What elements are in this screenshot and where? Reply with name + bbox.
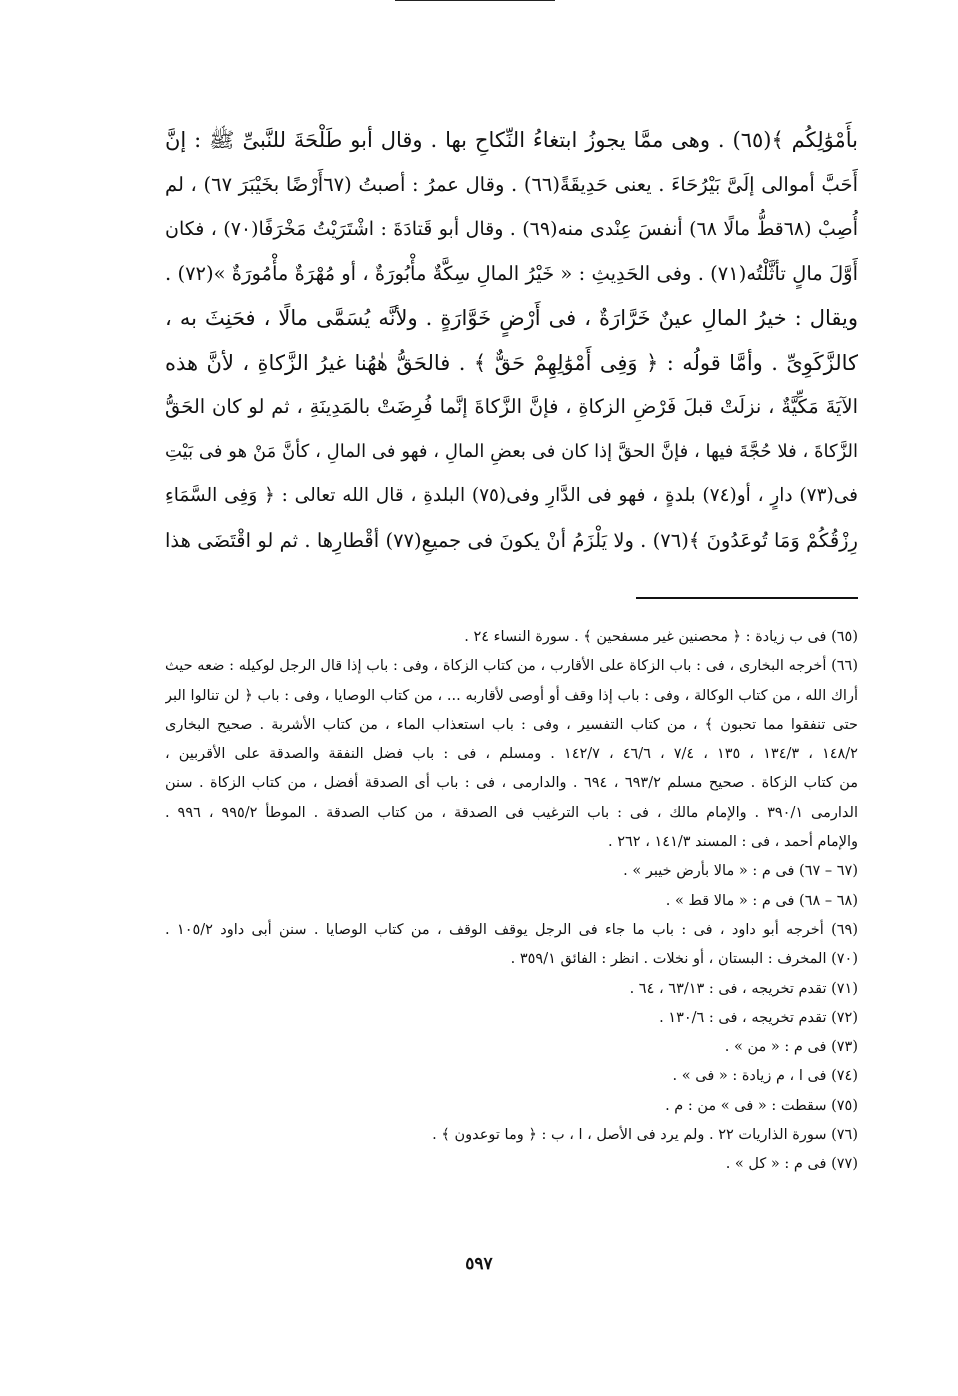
- top-rule: [395, 0, 555, 1]
- body-line: الزَّكاةَ ، فلا حُجَّةَ فيها ، فإنَّ الحقَّ إذا كان فى بعضِ المالِ ، فهو فى المالِ ، كأنَّ مَنْ هو فى بَيْتِ: [165, 440, 858, 462]
- body-line: ويقال : خيرُ المالِ عينٌ خَرَّارَةٌ ، فى أَرْضٍ خَوَّارَةٍ . ولأنَّه يُسَمَّى مالًا ، فحَنِثَ به ،: [165, 306, 858, 330]
- body-line: الآيَةَ مَكِّيَّةٌ ، نزلَتْ قبلَ فَرْضِ الزكاةِ ، فإنَّ الزَّكاةَ إنَّما فُرِضَتْ بالمَدِينَةِ ، ثم لو كان الحَقُّ: [165, 395, 858, 418]
- footnote-divider: [636, 597, 858, 599]
- footnote-line: (٧٥) سقطت : « فى » من : م .: [665, 1097, 858, 1114]
- footnote-line: أراك الله ، من كتاب الوكالة ، وفى : باب إذا وقف أو أوصى لأقاربه ... ، من كتاب الوصايا ، وفى : باب ﴿ لن تنالوا البر: [165, 687, 858, 704]
- footnote-line: (٧٦) سورة الذاريات ٢٢ . ولم يرد فى الأصل ، ا ، ب : ﴿ وما توعدون ﴾ .: [432, 1127, 858, 1144]
- page-number: ٥٩٧: [465, 1254, 493, 1274]
- footnote-line: (٧٧) فى م : « كل » .: [725, 1156, 858, 1173]
- footnote-line: من كتاب الزكاة . صحيح مسلم ٦٩٣/٢ ، ٦٩٤ . والدارمى ، فى : باب أى الصدقة أفضل ، من كتاب الزكاة . سنن: [165, 775, 858, 792]
- footnote-line: (٧٤) فى ا ، م زيادة : « فى » .: [672, 1068, 858, 1085]
- footnote-line: (٦٧ – ٦٧) فى م : « مالا بأرض خيبر » .: [623, 863, 858, 880]
- footnote-line: (٧٣) فى م : « من » .: [724, 1039, 858, 1056]
- body-line: كالزَّكَوِىِّ . وأمَّا قولُه : ﴿ وَفِى أَمْوَٰلِهِمْ حَقٌّ ﴾ . فالحَقُّ هٰهُنا غيرُ الزَّكاةِ ، لأنَّ هذه: [165, 350, 858, 375]
- body-line: بأَمْوَٰلِكُم ﴾(٦٥) . وهى ممَّا يجوزُ ابتغاءُ النِّكاحِ بها . وقال أبو طَلْحَةَ للنَّبىِّ ﷺ : إنَّ: [165, 128, 858, 152]
- body-line: أَوَّلَ مالٍ تأثَّلْتُه(٧١) . وفى الحَدِيثِ : « خَيْرُ المالِ سِكَّةٌ مأْبُورَةٌ ، أو مُهْرَةٌ مأْمُورَةٌ »(٧٢) .: [165, 261, 858, 285]
- footnote-line: (٦٥) فى ب زيادة : ﴿ محصنين غير مسفحين ﴾ . سورة النساء ٢٤ .: [464, 629, 858, 645]
- footnote-line: (٧١) تقدم تخريجه ، فى : ٦٣/١٣ ، ٦٤ .: [629, 980, 858, 997]
- footnote-line: الدارمى ٣٩٠/١ . والإمام مالك ، فى : باب الترغيب فى الصدقة ، من كتاب الصدقة . الموطأ ٩٩٥/٢ ، ٩٩٦ .: [165, 804, 858, 821]
- footnote-line: (٦٦) أخرجه البخارى ، فى : باب الزكاة على الأقارب ، من كتاب الزكاة ، وفى : باب إذا قال الرجل لوكيله : ضعه حيث: [165, 658, 858, 675]
- footnote-line: حتى تنفقوا مما تحبون ﴾ ، من كتاب التفسير ، وفى : باب استعذاب الماء ، من كتاب الأشربة . صحيح البخارى: [165, 716, 858, 733]
- body-line: أُصِبْ (٦٨قطُّ مالًا ٦٨) أنفسَ عِنْدى منه(٦٩) . وقال أبو قَتادَةَ : اشْتَرَيْتُ مَخْرَفًا(٧٠) ، فكان: [165, 218, 858, 240]
- body-line: رِزْقُكُمْ وَمَا تُوعَدُونَ ﴾(٧٦) . ولا يَلْزَمُ أنْ يكونَ فى جميعِ(٧٧) أقْطارِها . ثم لو اقْتَضَى هذا: [165, 528, 858, 552]
- body-line: أَحَبَّ أموالى إلَىَّ بَيْرُحَاءَ . يعنى حَدِيقَةً(٦٦) . وقال عمرُ : أصبتُ (٦٧أَرْضًا بخَيْبَرَ ٦٧) ، لم: [165, 172, 858, 196]
- footnotes: [165, 623, 858, 1180]
- footnote-line: (٦٨ – ٦٨) فى م : « مالا قط » .: [665, 892, 858, 909]
- footnote-line: والإمام أحمد ، فى : المسند ١٤١/٣ ، ٢٦٢ .: [608, 834, 858, 851]
- main-body-text: [165, 118, 858, 563]
- footnote-line: (٧٠) المخرف : البستان ، أو نخلات . انظر : الفائق ٣٥٩/١ .: [510, 951, 858, 968]
- footnote-line: (٧٢) تقدم تخريجه ، فى : ١٣٠/٦ .: [659, 1009, 858, 1026]
- footnote-line: ١٤٨/٢ ، ١٣٤/٣ ، ١٣٥ ، ٧/٤ ، ٤٦/٦ ، ١٤٢/٧ . ومسلم ، فى : باب فضل النفقة والصدقة على الأقربين ،: [165, 746, 858, 763]
- footnote-line: (٦٩) أخرجه أبو داود ، فى : باب ما جاء فى الرجل يوقف الوقف ، من كتاب الوصايا . سنن أبى داود ١٠٥/٢ .: [165, 921, 858, 938]
- body-line: فى(٧٣) دارٍ ، أو(٧٤) بلدةٍ ، فهو فى الدَّارِ وفى(٧٥) البلدةِ ، قال الله تعالى : ﴿ وَفِى السَّمَاءِ: [165, 485, 858, 506]
